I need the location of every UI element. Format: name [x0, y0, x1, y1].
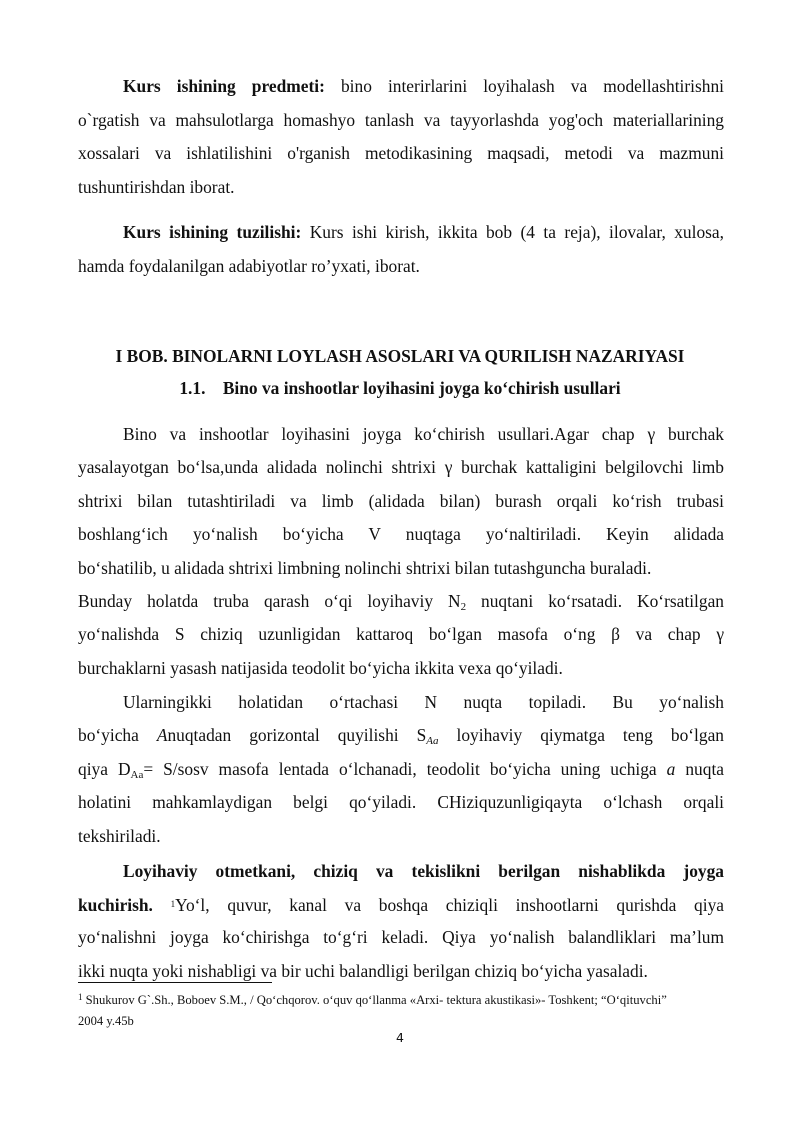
structure-line-1: [123, 222, 724, 242]
para5-line-1: Loyihaviy otmetkani, chiziq va tekislikni berilgan nishablikda joyga: [123, 861, 724, 881]
para4-line-2-sub: Aa: [426, 735, 439, 747]
para5-line-3: yo‘nalishni joyga ko‘chirishga to‘g‘ri keladi. Qiya yo‘nalish balandliklari ma’lum: [78, 927, 724, 947]
para5-line-4: ikki nuqta yoki nishabligi va bir uchi balandligi berilgan chiziq bo‘yicha yasaladi.: [78, 961, 648, 981]
subject-line-2: o`rgatish va mahsulotlarga homashyo tanlash va tayyorlashda yog'och materiallarining: [78, 110, 724, 130]
footnote-text-1: Shukurov G`.Sh., Boboev S.M., / Qo‘chqorov. o‘quv qo‘llanma «Arxi- tektura akustikasi»- Toshkent; “O‘qituvchi”: [82, 993, 667, 1007]
subject-line-4: tushuntirishdan iborat.: [78, 177, 235, 197]
footnote-line-1: [78, 990, 667, 1007]
para4-line-2-b: nuqtadan gorizontal quyilishi S: [167, 725, 427, 745]
para4-line-2: [78, 725, 724, 751]
para4-line-3: [78, 759, 724, 785]
structure-text-1: Kurs ishi kirish, ikkita bob (4 ta reja), ilovalar, xulosa,: [309, 222, 724, 242]
para5-line-2-text: Yo‘l, quvur, kanal va boshqa chiziqli inshootlarni qurishda qiya: [175, 895, 724, 915]
para3-line-6-b: nuqtani ko‘rsatadi. Ko‘rsatilgan: [466, 591, 724, 611]
para3-line-7: yo‘nalishda S chiziq uzunligidan kattaroq bo‘lgan masofa o‘ng β va chap γ: [78, 624, 724, 644]
para4-line-2-a: bo‘yicha: [78, 725, 157, 745]
para4-line-3-a: qiya D: [78, 759, 131, 779]
footnote-marker: 1: [78, 992, 83, 1002]
subject-line-1: [123, 76, 724, 96]
para3-line-4: boshlang‘ich yo‘nalish bo‘yicha V nuqtaga yo‘naltiriladi. Keyin alidada: [78, 524, 724, 544]
para4-line-4: holatini mahkamlaydigan belgi qo‘yiladi. CHiziquzunligiqayta o‘lchash orqali: [78, 792, 724, 812]
page-number: 4: [396, 1030, 404, 1045]
chapter-title: I BOB. BINOLARNI LOYLASH ASOSLARI VA QURILISH NAZARIYASI: [115, 346, 685, 366]
para4-line-3-c: nuqta: [675, 759, 724, 779]
para3-line-8: burchaklarni yasash natijasida teodolit bo‘yicha ikkita vexa qo‘yiladi.: [78, 658, 563, 678]
para4-line-5: tekshiriladi.: [78, 826, 161, 846]
para4-line-3-italic: a: [666, 759, 676, 779]
para3-line-2: yasalayotgan bo‘lsa,unda alidada nolinchi shtrixi γ burchak kattaligini belgilovchi limb: [78, 457, 724, 477]
para3-line-3: shtrixi bilan tutashtiriladi va limb (alidada bilan) burash orqali ko‘rish trubasi: [78, 491, 724, 511]
para4-line-3-b: = S/sosv masofa lentada o‘lchanadi, teodolit bo‘yicha uning uchiga: [143, 759, 667, 779]
para4-line-3-sub: Aa: [130, 769, 144, 781]
section-title: 1.1. Bino va inshootlar loyihasini joyga ko‘chirish usullari: [179, 378, 621, 398]
subject-label: Kurs ishining predmeti:: [123, 76, 325, 96]
para3-line-5: bo‘shatilib, u alidada shtrixi limbning nolinchi shtrixi bilan tutashguncha buraladi.: [78, 558, 652, 578]
footnote-line-2: 2004 y.45b: [78, 1014, 134, 1028]
para3-line-6-a: Bunday holatda truba qarash o‘qi loyihaviy N: [78, 591, 461, 611]
para3-line-6-sub: 2: [460, 601, 467, 613]
para5-label: kuchirish.: [78, 895, 153, 915]
para3-line-6: [78, 591, 724, 617]
para4-line-1: Ularningikki holatidan o‘rtachasi N nuqta topiladi. Bu yo‘nalish: [123, 692, 724, 712]
footnote-divider: [78, 982, 272, 983]
para3-line-1: Bino va inshootlar loyihasini joyga ko‘chirish usullari.Agar chap γ burchak: [123, 424, 724, 444]
para4-line-2-c: loyihaviy qiymatga teng bo‘lgan: [438, 725, 724, 745]
para4-line-2-italic: A: [156, 725, 168, 745]
structure-line-2: hamda foydalanilgan adabiyotlar ro’yxati, iborat.: [78, 256, 420, 276]
subject-line-3: xossalari va ishlatilishini o'rganish metodikasining maqsadi, metodi va mazmuni: [78, 143, 724, 163]
para5-line-2: [78, 894, 724, 915]
subject-text-1: bino interirlarini loyihalash va modellashtirishni: [340, 76, 724, 96]
structure-label: Kurs ishining tuzilishi:: [123, 222, 302, 242]
footnote-ref: 1: [170, 899, 176, 909]
